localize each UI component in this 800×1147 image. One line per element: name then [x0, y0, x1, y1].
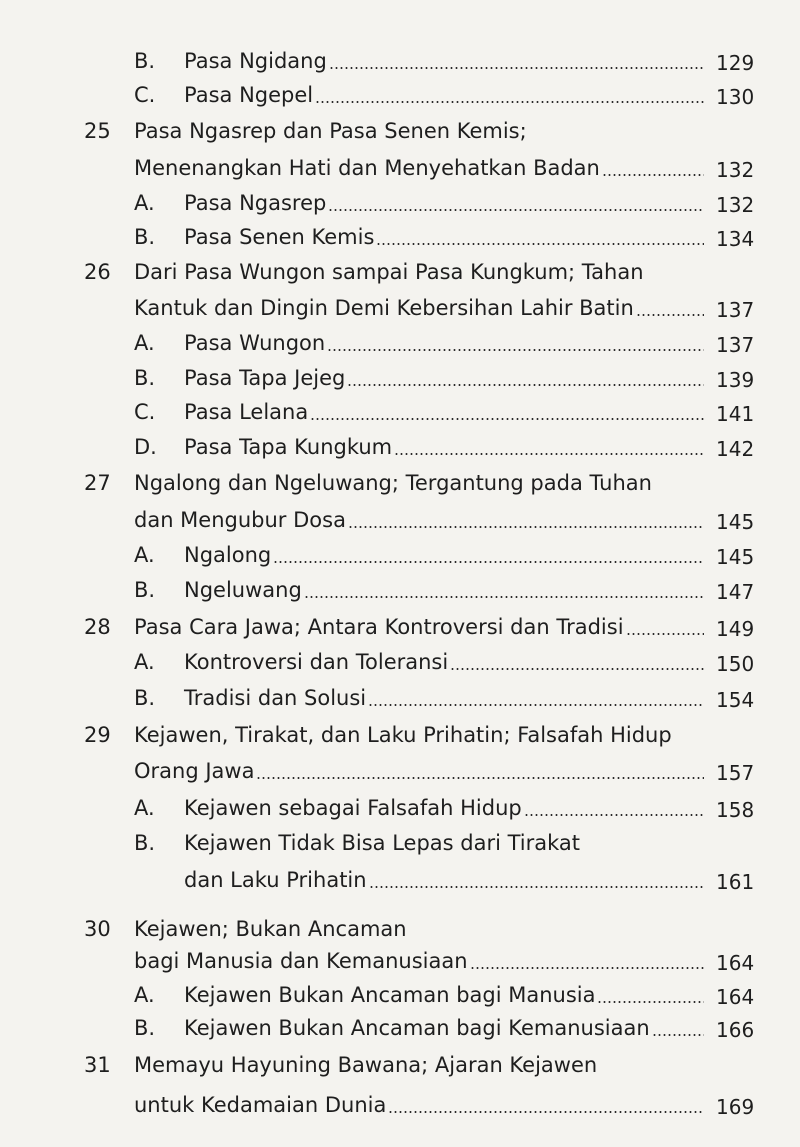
section-letter: A.	[134, 650, 155, 674]
chapter-title: Pasa Cara Jawa; Antara Kontroversi dan Tradisi	[134, 615, 624, 639]
toc-entry	[0, 944, 800, 978]
toc-entry	[0, 255, 800, 289]
chapter-title: Kejawen, Tirakat, dan Laku Prihatin; Falsafah Hidup	[134, 723, 672, 747]
toc-entry	[0, 754, 800, 788]
chapter-number: 31	[84, 1053, 111, 1077]
page-number: 141	[716, 402, 755, 426]
section-title: Menenangkan Hati dan Menyehatkan Badan	[134, 156, 600, 180]
page-number: 132	[716, 158, 755, 182]
dot-leader	[450, 668, 704, 670]
dot-leader	[273, 561, 704, 563]
chapter-title: Memayu Hayuning Bawana; Ajaran Kejawen	[134, 1053, 598, 1077]
section-letter: B.	[134, 366, 156, 390]
chapter-title: Pasa Ngasrep dan Pasa Senen Kemis;	[134, 119, 527, 143]
section-letter: A.	[134, 191, 155, 215]
chapter-number: 28	[84, 615, 111, 639]
dot-leader	[626, 633, 704, 635]
page-number: 154	[716, 688, 755, 712]
section-letter: B.	[134, 1016, 156, 1040]
dot-leader	[304, 596, 704, 598]
page-number: 157	[716, 761, 755, 785]
section-title: Tradisi dan Solusi	[184, 686, 367, 710]
section-letter: A.	[134, 983, 155, 1007]
page-number: 158	[716, 798, 755, 822]
page-number: 166	[716, 1018, 755, 1042]
chapter-number: 29	[84, 723, 111, 747]
dot-leader	[327, 349, 704, 351]
page-number: 129	[716, 51, 755, 75]
section-title: Pasa Ngasrep	[184, 191, 327, 215]
toc-entry	[0, 573, 800, 607]
page-number: 164	[716, 951, 755, 975]
section-title: dan Mengubur Dosa	[134, 508, 346, 532]
section-title: Kejawen Bukan Ancaman bagi Kemanusiaan	[184, 1016, 650, 1040]
section-title: bagi Manusia dan Kemanusiaan	[134, 949, 468, 973]
toc-entry	[0, 44, 800, 78]
dot-leader	[328, 209, 704, 211]
section-title: Ngeluwang	[184, 578, 302, 602]
page-number: 164	[716, 985, 755, 1009]
toc-entry	[0, 466, 800, 500]
page-number: 150	[716, 652, 755, 676]
toc-entry	[0, 681, 800, 715]
dot-leader	[652, 1034, 704, 1036]
section-title: dan Laku Prihatin	[184, 868, 367, 892]
dot-leader	[524, 814, 704, 816]
toc-entry	[0, 151, 800, 185]
page-number: 149	[716, 617, 755, 641]
dot-leader	[376, 243, 704, 245]
section-letter: A.	[134, 331, 155, 355]
section-letter: D.	[134, 435, 157, 459]
toc-entry	[0, 978, 800, 1012]
toc-entry	[0, 1011, 800, 1045]
dot-leader	[310, 418, 704, 420]
toc-entry	[0, 538, 800, 572]
page-number: 139	[716, 368, 755, 392]
page-number: 132	[716, 193, 755, 217]
dot-leader	[602, 174, 704, 176]
section-title: Pasa Lelana	[184, 400, 309, 424]
page-number: 130	[716, 85, 755, 109]
page-number: 145	[716, 510, 755, 534]
toc-entry	[0, 430, 800, 464]
dot-leader	[348, 526, 704, 528]
toc-entry	[0, 291, 800, 325]
toc-entry	[0, 395, 800, 429]
section-title: Kejawen Bukan Ancaman bagi Manusia	[184, 983, 596, 1007]
page-number: 161	[716, 870, 755, 894]
chapter-title: Ngalong dan Ngeluwang; Tergantung pada Tuhan	[134, 471, 652, 495]
page-number: 134	[716, 227, 755, 251]
toc-entry	[0, 912, 800, 946]
section-title: Pasa Ngidang	[184, 49, 327, 73]
page-number: 137	[716, 333, 755, 357]
chapter-number: 25	[84, 119, 111, 143]
page-number: 137	[716, 298, 755, 322]
dot-leader	[315, 101, 704, 103]
toc-entry	[0, 326, 800, 360]
dot-leader	[388, 1111, 704, 1113]
dot-leader	[368, 704, 704, 706]
toc-entry	[0, 791, 800, 825]
toc-entry	[0, 826, 800, 860]
section-letter: B.	[134, 686, 156, 710]
section-title: Kejawen sebagai Falsafah Hidup	[184, 796, 522, 820]
chapter-title: Kejawen; Bukan Ancaman	[134, 917, 407, 941]
chapter-title: Dari Pasa Wungon sampai Pasa Kungkum; Tahan	[134, 260, 644, 284]
dot-leader	[636, 314, 704, 316]
dot-leader	[597, 1001, 704, 1003]
toc-entry	[0, 718, 800, 752]
page-number: 147	[716, 580, 755, 604]
section-title: Pasa Tapa Jejeg	[184, 366, 346, 390]
dot-leader	[470, 967, 704, 969]
toc-entry	[0, 1088, 800, 1122]
dot-leader	[347, 384, 704, 386]
toc-entry	[0, 610, 800, 644]
chapter-number: 30	[84, 917, 111, 941]
dot-leader	[394, 453, 704, 455]
page-number: 145	[716, 545, 755, 569]
section-title: Kejawen Tidak Bisa Lepas dari Tirakat	[184, 831, 581, 855]
section-letter: A.	[134, 543, 155, 567]
toc-entry	[0, 1048, 800, 1082]
section-letter: B.	[134, 831, 156, 855]
dot-leader	[256, 777, 704, 779]
toc-entry	[0, 114, 800, 148]
toc-entry	[0, 361, 800, 395]
toc-entry	[0, 863, 800, 897]
dot-leader	[369, 886, 704, 888]
toc-entry	[0, 645, 800, 679]
section-title: Kontroversi dan Toleransi	[184, 650, 449, 674]
toc-entry	[0, 503, 800, 537]
section-letter: B.	[134, 225, 156, 249]
page-number: 142	[716, 437, 755, 461]
chapter-number: 27	[84, 471, 111, 495]
toc-entry	[0, 220, 800, 254]
toc-entry	[0, 78, 800, 112]
section-title: Pasa Wungon	[184, 331, 326, 355]
section-title: Pasa Tapa Kungkum	[184, 435, 393, 459]
section-letter: B.	[134, 578, 156, 602]
section-letter: B.	[134, 49, 156, 73]
section-title: Kantuk dan Dingin Demi Kebersihan Lahir Batin	[134, 296, 634, 320]
section-title: Pasa Ngepel	[184, 83, 314, 107]
section-letter: C.	[134, 400, 156, 424]
section-title: Ngalong	[184, 543, 272, 567]
section-letter: A.	[134, 796, 155, 820]
page-number: 169	[716, 1095, 755, 1119]
section-title: Pasa Senen Kemis	[184, 225, 375, 249]
section-title: Orang Jawa	[134, 759, 255, 783]
dot-leader	[329, 67, 704, 69]
toc-entry	[0, 186, 800, 220]
section-letter: C.	[134, 83, 156, 107]
chapter-number: 26	[84, 260, 111, 284]
section-title: untuk Kedamaian Dunia	[134, 1093, 387, 1117]
